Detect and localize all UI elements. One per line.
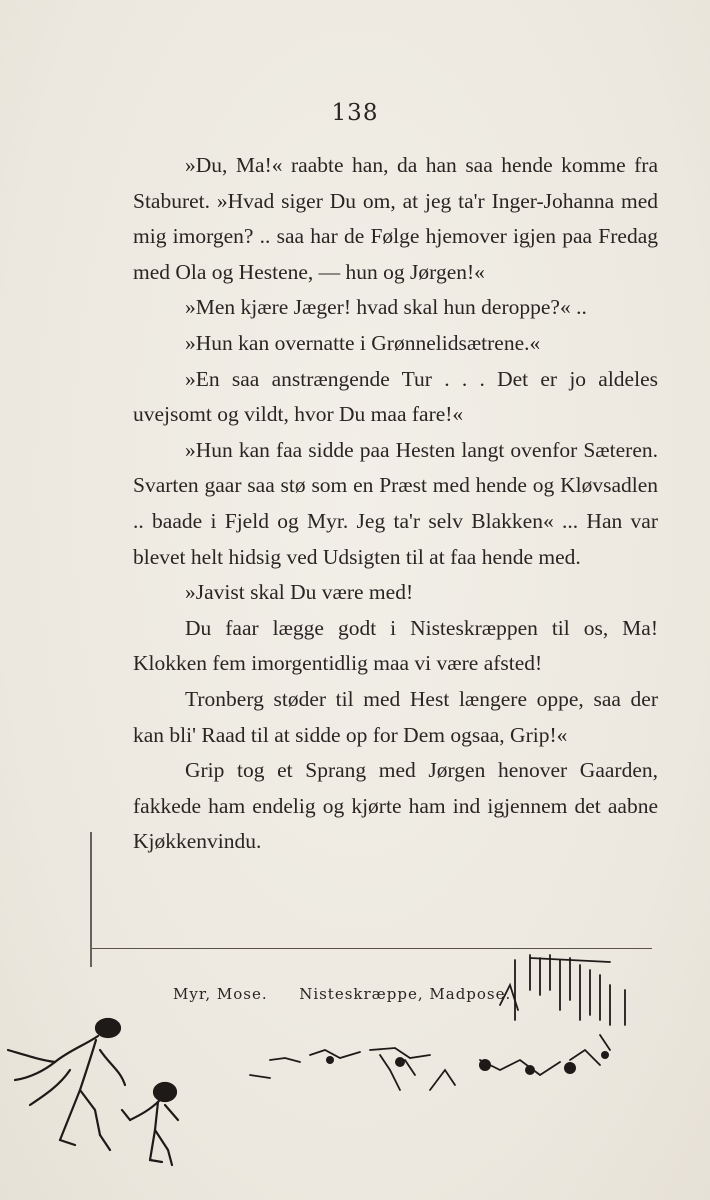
paragraph: Du faar lægge godt i Nisteskræppen til os, Ma! Klokken fem imorgentidlig maa vi være afsted! [133, 615, 658, 676]
paragraph: »Hun kan faa sidde paa Hesten langt ovenfor Sæteren. Svarten gaar saa stø som en Præst med hende og Kløvsadlen .. baade i Fjeld og Myr. Jeg ta'r selv Blakken« ... Han var blevet helt hidsig ved Udsigten til at faa hende med. [133, 437, 658, 569]
paragraph: »Hun kan overnatte i Grønnelidsætrene.« [185, 330, 541, 355]
footnote-term-nisteskraeppe: Nisteskræppe, Madpose. [299, 985, 512, 1003]
margin-mark-icon [88, 832, 94, 967]
paragraph: »Du, Ma!« raabte han, da han saa hende komme fra Staburet. »Hvad siger Du om, at jeg ta'r Inger-Johanna med mig imorgen? .. saa har de Følge hjemover igjen paa Fredag med Ola og Hestene, — hun og Jørgen!« [133, 153, 658, 284]
footnote-rule [92, 948, 652, 949]
paragraph: »En saa anstrængende Tur . . . Det er jo aldeles uvejsomt og vildt, hvor Du maa fare!« [133, 366, 658, 427]
running-figures-sketch-icon [0, 1010, 200, 1170]
paragraph: »Javist skal Du være med! [185, 580, 414, 605]
paragraph: »Men kjære Jæger! hvad skal hun deroppe?« .. [185, 295, 587, 320]
footnote-term-myr: Myr, Mose. [173, 985, 268, 1003]
paragraph: Tronberg støder til med Hest længere oppe, saa der kan bli' Raad til at sidde op for Dem ogsaa, Grip!« [133, 686, 658, 747]
page-number: 138 [331, 100, 379, 126]
paragraph: Grip tog et Sprang med Jørgen henover Gaarden, fakkede ham endelig og kjørte ham ind igjennem det aabne Kjøkkenvindu. [133, 758, 658, 854]
body-text [133, 148, 658, 860]
landscape-sketch-icon [230, 950, 650, 1100]
